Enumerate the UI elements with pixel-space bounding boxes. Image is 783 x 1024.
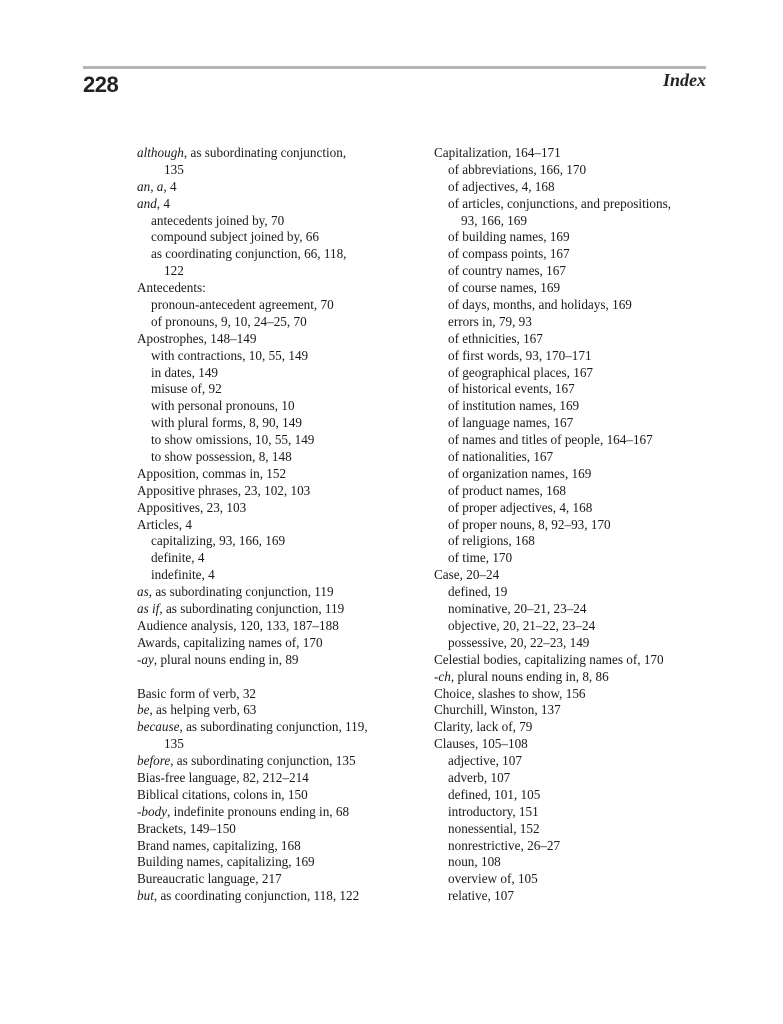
index-entry-text: adjective, 107 xyxy=(448,753,522,769)
index-entry-text: Clauses, 105–108 xyxy=(434,736,528,752)
index-entry xyxy=(434,702,714,719)
index-subentry xyxy=(434,854,714,871)
index-entry-text: , as coordinating conjunction, 118, 122 xyxy=(153,888,360,904)
index-entry xyxy=(137,466,407,483)
index-entry-text: , 4 xyxy=(156,195,170,211)
index-entry-text: Bureaucratic language, 217 xyxy=(137,871,282,887)
index-entry-text: pronoun-antecedent agreement, 70 xyxy=(151,297,334,313)
index-term-italic: because xyxy=(137,719,180,735)
index-entry-text: Biblical citations, colons in, 150 xyxy=(137,786,308,802)
index-subentry xyxy=(137,365,407,382)
index-entry xyxy=(137,753,407,770)
index-entry-text: , as subordinating conjunction, 119 xyxy=(148,584,334,600)
index-subentry xyxy=(434,601,714,618)
index-entry-text: of time, 170 xyxy=(448,550,513,566)
index-entry-text: 93, 166, 169 xyxy=(461,212,527,228)
index-entry-text: , plural nouns ending in, 89 xyxy=(153,651,299,667)
index-entry-text: overview of, 105 xyxy=(448,871,538,887)
index-entry xyxy=(137,821,407,838)
index-subentry xyxy=(434,398,714,415)
index-entry xyxy=(137,483,407,500)
index-entry xyxy=(137,787,407,804)
index-subentry xyxy=(137,398,407,415)
index-entry-text: definite, 4 xyxy=(151,550,205,566)
index-entry-text: capitalizing, 93, 166, 169 xyxy=(151,533,286,549)
index-entry-text: of country names, 167 xyxy=(448,263,566,279)
index-entry-text: antecedents joined by, 70 xyxy=(151,212,285,228)
index-subentry xyxy=(137,348,407,365)
index-entry-text: of course names, 169 xyxy=(448,280,561,296)
index-entry-text: Appositive phrases, 23, 102, 103 xyxy=(137,482,311,498)
index-entry-text: Bias-free language, 82, 212–214 xyxy=(137,769,309,785)
index-entry-text: of adjectives, 4, 168 xyxy=(448,178,555,194)
index-subentry xyxy=(434,314,714,331)
index-entry-text: of institution names, 169 xyxy=(448,398,580,414)
index-entry-text: of ethnicities, 167 xyxy=(448,330,543,346)
index-entry-text: nominative, 20–21, 23–24 xyxy=(448,601,587,617)
index-entry-text: Basic form of verb, 32 xyxy=(137,685,257,701)
index-entry xyxy=(137,517,407,534)
page-number: 228 xyxy=(83,72,119,97)
index-entry-text: of historical events, 167 xyxy=(448,381,575,397)
index-subentry xyxy=(434,618,714,635)
index-entry xyxy=(137,871,407,888)
index-entry-text: noun, 108 xyxy=(448,854,501,870)
index-entry-text: Apposition, commas in, 152 xyxy=(137,465,287,481)
index-entry xyxy=(137,145,407,162)
index-entry-text: defined, 19 xyxy=(448,584,508,600)
index-subentry xyxy=(434,246,714,263)
index-entry-text: of nationalities, 167 xyxy=(448,449,554,465)
index-entry xyxy=(137,601,407,618)
index-subentry xyxy=(434,196,714,213)
index-entry-text: of first words, 93, 170–171 xyxy=(448,347,592,363)
index-subentry xyxy=(434,517,714,534)
index-subentry xyxy=(434,229,714,246)
index-entry-text: defined, 101, 105 xyxy=(448,786,541,802)
index-entry xyxy=(137,196,407,213)
index-entry-text: in dates, 149 xyxy=(151,364,219,380)
index-subentry xyxy=(434,213,714,230)
index-subentry xyxy=(137,314,407,331)
index-subentry xyxy=(434,550,714,567)
index-entry xyxy=(137,854,407,871)
index-entry-text: Awards, capitalizing names of, 170 xyxy=(137,634,323,650)
index-subentry xyxy=(137,162,407,179)
index-subentry xyxy=(434,365,714,382)
index-entry-text: Audience analysis, 120, 133, 187–188 xyxy=(137,617,339,633)
index-term-italic: be xyxy=(137,702,150,718)
index-entry-text: nonessential, 152 xyxy=(448,820,540,836)
index-entry-text: Articles, 4 xyxy=(137,516,192,532)
index-entry-text: , as subordinating conjunction, 119, xyxy=(179,719,368,735)
index-subentry xyxy=(137,550,407,567)
index-entry xyxy=(137,804,407,821)
index-subentry xyxy=(434,483,714,500)
index-entry-text: Choice, slashes to show, 156 xyxy=(434,685,586,701)
index-term-italic: as xyxy=(137,584,149,600)
index-entry-text: of proper adjectives, 4, 168 xyxy=(448,499,593,515)
index-subentry xyxy=(434,635,714,652)
index-subentry xyxy=(434,179,714,196)
index-subentry xyxy=(434,804,714,821)
index-entry xyxy=(137,635,407,652)
index-entry-text: , as helping verb, 63 xyxy=(149,702,257,718)
index-term-italic: before xyxy=(137,753,171,769)
index-subentry xyxy=(434,381,714,398)
index-entry-text: of religions, 168 xyxy=(448,533,535,549)
index-column-left xyxy=(137,145,407,905)
index-entry-text: Case, 20–24 xyxy=(434,567,500,583)
index-subentry xyxy=(434,280,714,297)
index-subentry xyxy=(137,533,407,550)
index-entry xyxy=(137,179,407,196)
index-entry-text: misuse of, 92 xyxy=(151,381,222,397)
index-entry xyxy=(137,888,407,905)
index-subentry xyxy=(137,415,407,432)
index-entry-text: of names and titles of people, 164–167 xyxy=(448,432,653,448)
index-entry-text: objective, 20, 21–22, 23–24 xyxy=(448,617,596,633)
index-entry-text: of proper nouns, 8, 92–93, 170 xyxy=(448,516,611,532)
index-entry-text: compound subject joined by, 66 xyxy=(151,229,319,245)
index-entry-text: Brackets, 149–150 xyxy=(137,820,236,836)
index-entry-text: , 4 xyxy=(163,178,177,194)
index-subentry xyxy=(434,787,714,804)
index-subentry xyxy=(137,213,407,230)
index-subentry xyxy=(137,449,407,466)
index-entry-text: of building names, 169 xyxy=(448,229,570,245)
index-entry xyxy=(137,770,407,787)
index-term-italic: and xyxy=(137,195,157,211)
index-entry-text: as coordinating conjunction, 66, 118, xyxy=(151,246,347,262)
index-entry xyxy=(137,702,407,719)
index-entry-text: of language names, 167 xyxy=(448,415,574,431)
index-entry xyxy=(137,719,407,736)
index-entry-text: , as subordinating conjunction, 135 xyxy=(170,753,356,769)
index-entry-text: 135 xyxy=(164,736,184,752)
index-subentry xyxy=(137,229,407,246)
index-entry-text: nonrestrictive, 26–27 xyxy=(448,837,561,853)
index-entry-text: Apostrophes, 148–149 xyxy=(137,330,257,346)
index-entry-text: Capitalization, 164–171 xyxy=(434,145,561,160)
index-entry-text: Clarity, lack of, 79 xyxy=(434,719,533,735)
index-subentry xyxy=(434,162,714,179)
index-subentry xyxy=(434,432,714,449)
index-subentry xyxy=(137,263,407,280)
index-subentry xyxy=(137,297,407,314)
index-subentry xyxy=(434,415,714,432)
index-entry-text: Antecedents: xyxy=(137,280,206,296)
index-subentry xyxy=(434,838,714,855)
index-entry-text: to show possession, 8, 148 xyxy=(151,449,292,465)
index-entry-text: Celestial bodies, capitalizing names of, 170 xyxy=(434,651,664,667)
index-entry-text: Brand names, capitalizing, 168 xyxy=(137,837,301,853)
header-rule xyxy=(83,66,706,69)
index-entry-text: of compass points, 167 xyxy=(448,246,570,262)
index-subentry xyxy=(137,736,407,753)
index-entry-text: , as subordinating conjunction, 119 xyxy=(159,601,345,617)
index-entry-text: errors in, 79, 93 xyxy=(448,313,532,329)
index-entry-text: of organization names, 169 xyxy=(448,465,592,481)
index-entry xyxy=(137,500,407,517)
index-entry xyxy=(137,280,407,297)
index-entry-text: 122 xyxy=(164,263,184,279)
index-entry-text: adverb, 107 xyxy=(448,769,511,785)
index-entry-text: of articles, conjunctions, and prepositions, xyxy=(448,195,672,211)
index-entry xyxy=(137,331,407,348)
index-entry-text: relative, 107 xyxy=(448,888,514,904)
index-entry xyxy=(137,618,407,635)
letter-group-gap xyxy=(137,669,407,686)
index-entry xyxy=(137,584,407,601)
index-subentry xyxy=(434,263,714,280)
index-subentry xyxy=(434,331,714,348)
index-entry xyxy=(137,686,407,703)
index-entry-text: indefinite, 4 xyxy=(151,567,215,583)
index-term-italic: -ch xyxy=(434,668,451,684)
index-entry-text: possessive, 20, 22–23, 149 xyxy=(448,634,590,650)
index-entry-text: , indefinite pronouns ending in, 68 xyxy=(167,803,350,819)
index-subentry xyxy=(434,466,714,483)
index-entry-text: with personal pronouns, 10 xyxy=(151,398,295,414)
index-entry-text: of product names, 168 xyxy=(448,482,566,498)
index-entry-text: of geographical places, 167 xyxy=(448,364,594,380)
index-entry-text: Churchill, Winston, 137 xyxy=(434,702,561,718)
index-entry-text: Appositives, 23, 103 xyxy=(137,499,247,515)
index-entry-text: , plural nouns ending in, 8, 86 xyxy=(450,668,609,684)
index-entry xyxy=(434,567,714,584)
index-subentry xyxy=(434,500,714,517)
index-entry-text: 135 xyxy=(164,161,184,177)
index-term-italic: although xyxy=(137,145,184,160)
index-subentry xyxy=(434,888,714,905)
index-subentry xyxy=(434,348,714,365)
index-subentry xyxy=(434,533,714,550)
index-subentry xyxy=(434,584,714,601)
index-entry-text: introductory, 151 xyxy=(448,803,539,819)
index-subentry xyxy=(434,753,714,770)
index-entry xyxy=(137,652,407,669)
running-head: Index xyxy=(662,70,706,90)
index-entry-text: of pronouns, 9, 10, 24–25, 70 xyxy=(151,313,307,329)
index-term-italic: -ay xyxy=(137,651,154,667)
index-subentry xyxy=(434,449,714,466)
index-entry-text: Building names, capitalizing, 169 xyxy=(137,854,315,870)
index-subentry xyxy=(434,770,714,787)
index-entry-text: of days, months, and holidays, 169 xyxy=(448,297,632,313)
index-term-italic: -body xyxy=(137,803,168,819)
index-entry xyxy=(434,652,714,669)
index-entry-text: to show omissions, 10, 55, 149 xyxy=(151,432,315,448)
index-entry-text: with plural forms, 8, 90, 149 xyxy=(151,415,302,431)
index-subentry xyxy=(434,821,714,838)
index-term-italic: an, a xyxy=(137,178,164,194)
index-entry xyxy=(434,736,714,753)
index-subentry xyxy=(137,381,407,398)
index-subentry xyxy=(137,432,407,449)
index-entry-text: with contractions, 10, 55, 149 xyxy=(151,347,309,363)
index-subentry xyxy=(434,871,714,888)
index-entry-text: , as subordinating conjunction, xyxy=(183,145,347,160)
index-entry xyxy=(434,145,714,162)
index-entry xyxy=(434,719,714,736)
index-entry xyxy=(137,838,407,855)
index-subentry xyxy=(137,246,407,263)
index-entry xyxy=(434,669,714,686)
index-entry xyxy=(434,686,714,703)
index-subentry xyxy=(434,297,714,314)
index-term-italic: but xyxy=(137,888,154,904)
index-entry-text: of abbreviations, 166, 170 xyxy=(448,161,587,177)
index-subentry xyxy=(137,567,407,584)
index-term-italic: as if xyxy=(137,601,160,617)
index-column-right xyxy=(434,145,714,905)
